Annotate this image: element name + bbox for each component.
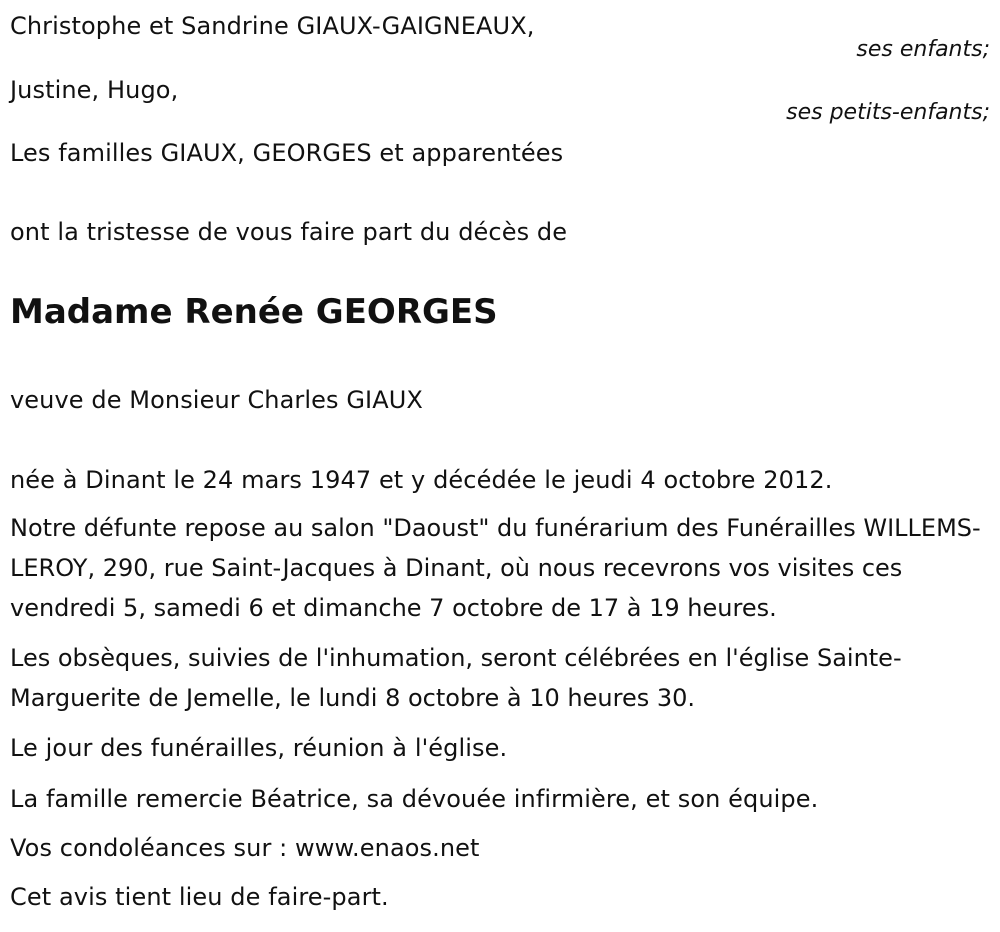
meeting-text: Le jour des funérailles, réunion à l'église. (10, 734, 508, 762)
condolences-text: Vos condoléances sur : www.enaos.net (10, 834, 480, 862)
notice-text: Cet avis tient lieu de faire-part. (10, 883, 389, 911)
deceased-name: Madame Renée GEORGES (10, 292, 498, 332)
funeral-paragraph: Les obsèques, suivies de l'inhumation, seront célébrées en l'église Sainte-Marguerite de Jemelle, le lundi 8 octobre à 10 heures 30. (10, 644, 902, 712)
visitation-paragraph: Notre défunte repose au salon "Daoust" du funérarium des Funérailles WILLEMS-LEROY, 290, rue Saint-Jacques à Dinant, où nous recevrons vos visites ces vendredi 5, samedi 6 et dimanche 7 octobre de 17 à 19 heures. (10, 514, 981, 622)
grandchildren-names: Justine, Hugo, (10, 76, 179, 104)
announcement-text: ont la tristesse de vous faire part du décès de (10, 218, 568, 246)
birth-death: née à Dinant le 24 mars 1947 et y décédée le jeudi 4 octobre 2012. (10, 466, 833, 494)
widow-of: veuve de Monsieur Charles GIAUX (10, 386, 423, 414)
thanks-text: La famille remercie Béatrice, sa dévouée infirmière, et son équipe. (10, 785, 819, 813)
children-role: ses enfants; (856, 37, 990, 62)
grandchildren-role: ses petits-enfants; (786, 100, 990, 125)
children-names: Christophe et Sandrine GIAUX-GAIGNEAUX, (10, 12, 535, 40)
extended-family: Les familles GIAUX, GEORGES et apparentées (10, 139, 564, 167)
